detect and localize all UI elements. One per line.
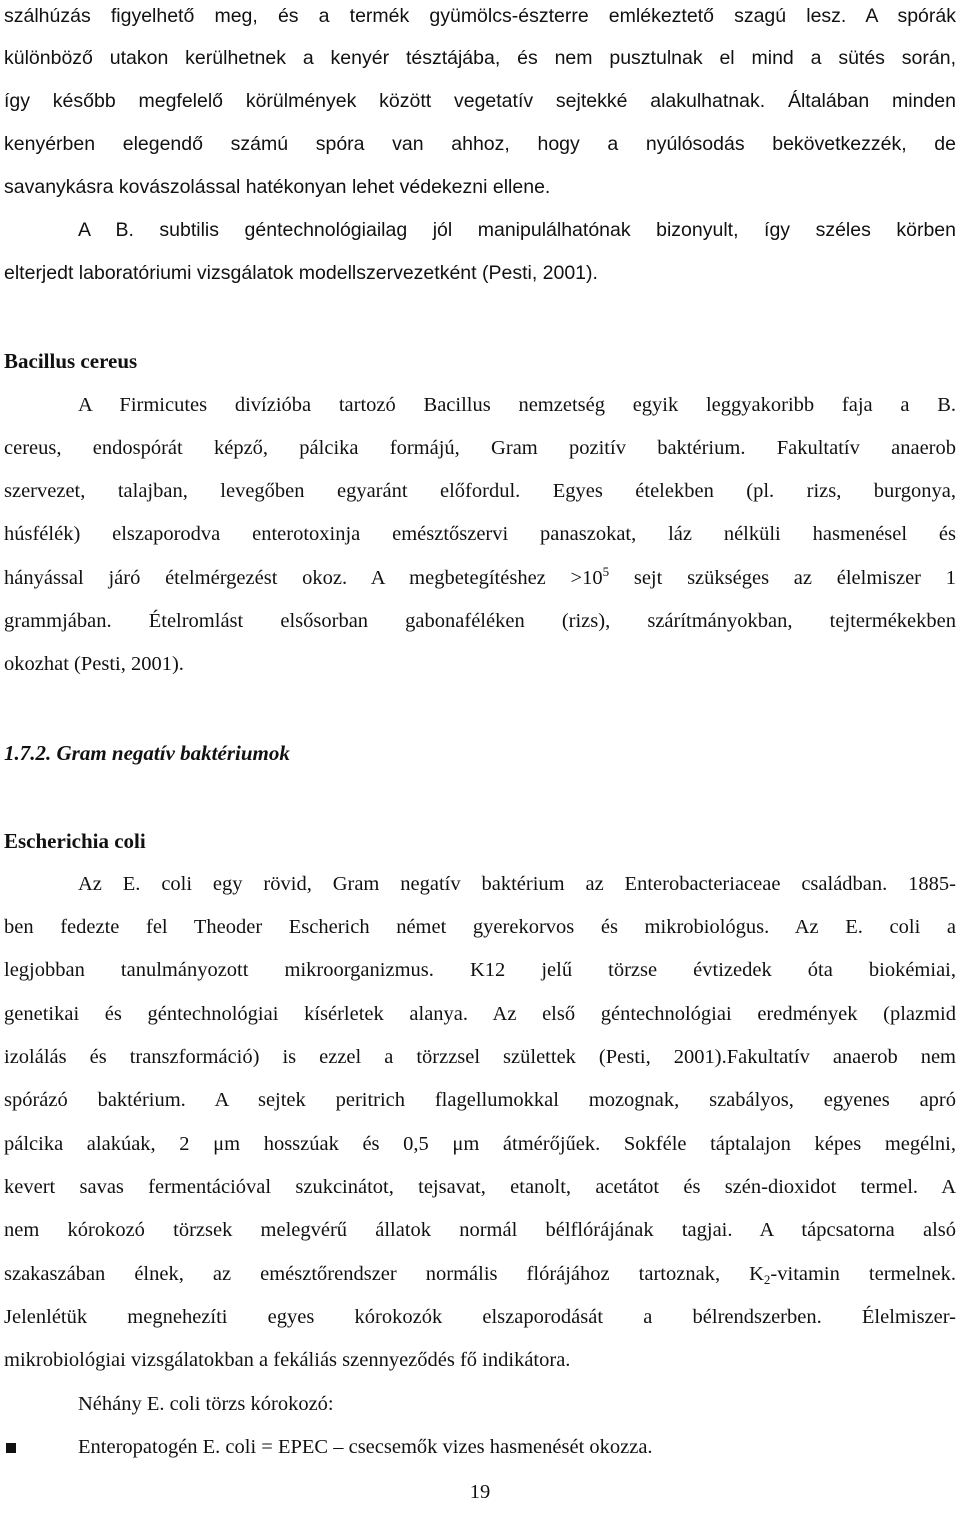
paragraph-line: savanykásra kovászolással hatékonyan lehet védekezni ellene. <box>4 176 551 198</box>
paragraph-line: kevert savas fermentációval szukcinátot, tejsavat, etanolt, acetátot és szén-dioxidot termel. A <box>4 1176 956 1198</box>
subsection-heading-escherichia-coli: Escherichia coli <box>4 829 146 853</box>
paragraph-line: nem kórokozó törzsek melegvérű állatok normál bélflórájának tagjai. A tápcsatorna alsó <box>4 1219 956 1241</box>
paragraph-line: kenyérben elegendő számú spóra van ahhoz, hogy a nyúlósodás bekövetkezzék, de <box>4 133 956 155</box>
paragraph-line: húsfélék) elszaporodva enterotoxinja emésztőszervi panaszokat, láz nélküli hasmenésel és <box>4 523 956 545</box>
paragraph-line: így később megfelelő körülmények között vegetatív sejtekké alakulhatnak. Általában minden <box>4 90 956 112</box>
text-run: hányással járó ételmérgezést okoz. A megbetegítéshez >10 <box>4 567 603 589</box>
paragraph-line <box>4 1262 956 1286</box>
paragraph-line <box>4 566 956 590</box>
paragraph-line: Jelenlétük megnehezíti egyes kórokozók elszaporodását a bélrendszerben. Élelmiszer- <box>4 1306 956 1328</box>
paragraph-line: szervezet, talajban, levegőben egyaránt előfordul. Egyes ételekben (pl. rizs, burgonya, <box>4 480 956 502</box>
paragraph-line: ben fedezte fel Theoder Escherich német gyerekorvos és mikrobiológus. Az E. coli a <box>4 916 956 938</box>
page-number: 19 <box>469 1481 491 1503</box>
paragraph-line: A Firmicutes divízióba tartozó Bacillus nemzetség egyik leggyakoribb faja a B. <box>78 394 956 416</box>
subsection-heading-bacillus-cereus: Bacillus cereus <box>4 349 138 373</box>
paragraph-line: Az E. coli egy rövid, Gram negatív baktérium az Enterobacteriaceae családban. 1885- <box>78 873 956 895</box>
text-run: sejt szükséges az élelmiszer 1 <box>609 567 956 589</box>
paragraph-line: grammjában. Ételromlást elsősorban gabonaféléken (rizs), szárítmányokban, tejtermékekben <box>4 610 956 632</box>
paragraph-line: okozhat (Pesti, 2001). <box>4 653 184 675</box>
superscript: 5 <box>602 564 610 579</box>
paragraph-line: genetikai és géntechnológiai kísérletek alanya. Az első géntechnológiai eredmények (plazmid <box>4 1003 956 1025</box>
paragraph-line: pálcika alakúak, 2 μm hosszúak és 0,5 μm átmérőjűek. Sokféle táptalajon képes megélni, <box>4 1133 956 1155</box>
bullet-square-icon <box>6 1443 16 1453</box>
text-run: szakaszában élnek, az emésztőrendszer normális flórájához tartoznak, K <box>4 1263 764 1285</box>
paragraph-line: spórázó baktérium. A sejtek peritrich flagellumokkal mozognak, szabályos, egyenes apró <box>4 1089 956 1111</box>
paragraph-line: cereus, endospórát képző, pálcika formájú, Gram pozitív baktérium. Fakultatív anaerob <box>4 437 956 459</box>
paragraph-line: mikrobiológiai vizsgálatokban a fekáliás szennyeződés fő indikátora. <box>4 1349 571 1371</box>
paragraph-line: Néhány E. coli törzs kórokozó: <box>78 1393 334 1415</box>
paragraph-line: különböző utakon kerülhetnek a kenyér tésztájába, és nem pusztulnak el mind a sütés során, <box>4 47 956 69</box>
paragraph-line: szálhúzás figyelhető meg, és a termék gyümölcs-észterre emlékeztető szagú lesz. A spórák <box>4 5 956 27</box>
subscript: 2 <box>763 1272 771 1287</box>
text-run: -vitamin termelnek. <box>770 1263 957 1285</box>
section-title: 1.7.2. Gram negatív baktériumok <box>4 741 290 765</box>
paragraph-line: A B. subtilis géntechnológiailag jól manipulálhatónak bizonyult, így széles körben <box>78 219 956 241</box>
bullet-item: Enteropatogén E. coli = EPEC – csecsemők vizes hasmenését okozza. <box>78 1436 653 1458</box>
paragraph-line: legjobban tanulmányozott mikroorganizmus. K12 jelű törzse évtizedek óta biokémiai, <box>4 959 956 981</box>
paragraph-line: elterjedt laboratóriumi vizsgálatok modellszervezetként (Pesti, 2001). <box>4 262 598 284</box>
paragraph-line: izolálás és transzformáció) is ezzel a törzzsel születtek (Pesti, 2001).Fakultatív anaerob nem <box>4 1046 956 1068</box>
